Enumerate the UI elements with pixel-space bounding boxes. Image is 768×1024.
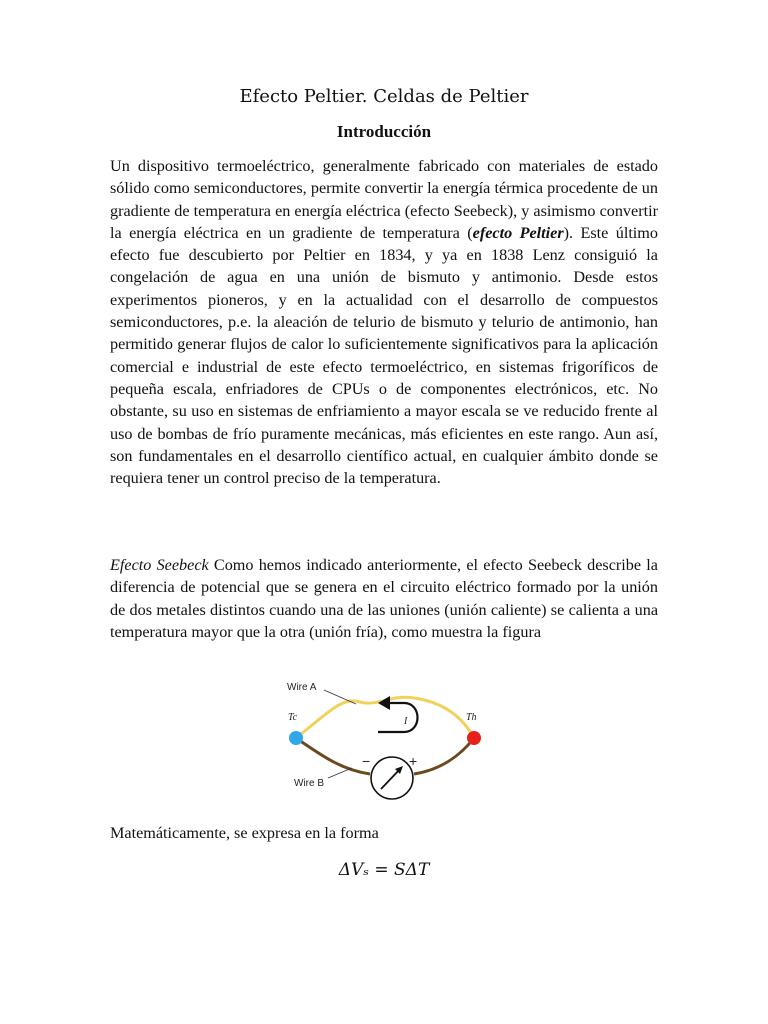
current-label: I — [404, 716, 408, 727]
document-title: Efecto Peltier. Celdas de Peltier — [239, 86, 529, 107]
wire-a-label: Wire A — [287, 682, 317, 693]
paragraph-intro-emphasis: efecto Peltier — [472, 223, 564, 242]
tc-label: Tc — [288, 712, 298, 723]
hot-junction — [467, 731, 481, 745]
paragraph-seebeck-text: Como hemos indicado anteriormente, el efecto Seebeck describe la diferencia de potencial que se genera en el circuito eléctrico formado por la unión de dos metales distintos cuando una de las uniones (unión caliente) se calienta a una temperatura mayor que la otra (unión fría), como muestra la figura — [110, 556, 658, 641]
seebeck-circuit-diagram — [282, 674, 492, 806]
wire-b-leader-line — [328, 768, 352, 778]
paragraph-intro-text-2: ). Este último efecto fue descubierto por Peltier en 1834, y ya en 1838 Lenz consiguió la congelación de agua en una unión de bismuto y antimonio. Desde estos experimentos pioneros, y en la actualidad con el desarrollo de compuestos semiconductores, p.e. la aleación de telurio de bismuto y telurio de antimonio, han permitido generar flujos de calor lo suficientemente significativos para la aplicación comercial e industrial de este efecto termoeléctrico, en sistemas frigoríficos de pequeña escala, enfriadores de CPUs o de componentes electrónicos, etc. No obstante, su uso en sistemas de enfriamiento a mayor escala se ve reducido frente al uso de bombas de frío puramente mecánicas, más eficientes en este rango. Aun así, son fundamentales en el desarrollo científico actual, en cualquier ámbito donde se requiera tener un control preciso de la temperatura. — [110, 223, 658, 488]
paragraph-seebeck — [110, 554, 658, 643]
current-direction-arrow-icon — [378, 696, 418, 732]
th-label: Th — [466, 712, 477, 723]
wire-b-label: Wire B — [294, 778, 324, 789]
seebeck-circuit-figure — [282, 674, 492, 806]
section-heading: Introducción — [336, 122, 432, 141]
seebeck-equation: ΔVₛ = SΔT — [338, 860, 430, 880]
cold-junction — [289, 731, 303, 745]
paragraph-math: Matemáticamente, se expresa en la forma — [110, 824, 379, 842]
paragraph-intro-text-1: Un dispositivo termoeléctrico, generalmente fabricado con materiales de estado sólido como semiconductores, permite convertir la energía térmica procedente de un gradiente de temperatura en energía eléctrica (efecto Seebeck), y asimismo convertir la energía eléctrica en un gradiente de temperatura ( — [110, 157, 658, 242]
paragraph-seebeck-lead: Efecto Seebeck — [110, 556, 209, 574]
plus-sign: + — [409, 753, 418, 769]
wire-a-leader-line — [324, 690, 356, 704]
paragraph-intro — [110, 155, 658, 489]
minus-sign: − — [362, 753, 371, 769]
voltmeter-icon — [371, 757, 413, 799]
